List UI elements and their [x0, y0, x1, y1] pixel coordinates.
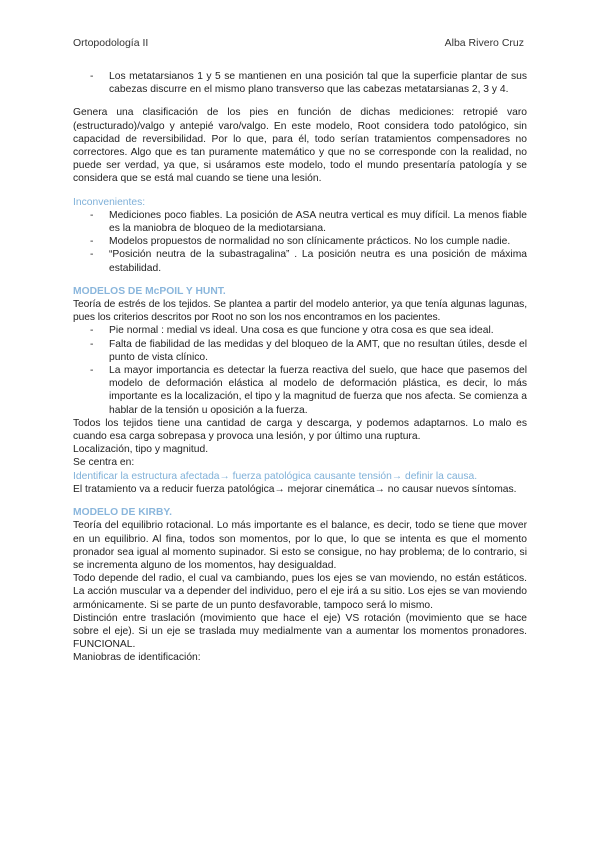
- paragraph-tratamiento: El tratamiento va a reducir fuerza patológica→ mejorar cinemática→ no causar nuevos síntomas.: [73, 483, 517, 495]
- list-item-text: Mediciones poco fiables. La posición de ASA neutra vertical es muy difícil. La menos fiable es la maniobra de bloqueo de la mediotarsiana.: [109, 209, 527, 235]
- header-course: Ortopodología II: [73, 37, 149, 49]
- list-item-text: Falta de fiabilidad de las medidas y del bloqueo de la AMT, que no resultan útiles, desde el punto de vista clínico.: [109, 338, 527, 363]
- section-heading-mcpoil: MODELOS DE McPOIL Y HUNT.: [73, 285, 226, 297]
- list-dash: -: [90, 71, 94, 82]
- paragraph-genera: Genera una clasificación de los pies en función de dichas mediciones: retropié varo (estructurado)/valgo y antepié varo/valgo. En este modelo, Root considera todo patológico, sin capacidad de reversibilidad. Por lo que, para él, todo serían tratamientos compensadores no correctores. Algo que es tan puramente matemático y que no se corresponde con la realidad, no puede ser verdad, ya que, si usáramos este modelo, todo el mundo presentaría patología y se considera que se está mal cuando se tiene una lesión.: [73, 107, 527, 185]
- list-item-text: Los metatarsianos 1 y 5 se mantienen en una posición tal que la superficie plantar de sus cabezas discurre en el mismo plano transverso que las cabezas metatarsianas 2, 3 y 4.: [109, 71, 527, 96]
- list-dash: -: [90, 236, 94, 248]
- paragraph-kirby-3: Distinción entre traslación (movimiento que hace el eje) VS rotación (movimiento que se hace sobre el eje). Si un eje se traslada muy medialmente van a aumentar los momentos pronadores. FUNCIONAL.: [73, 612, 527, 651]
- list-item: [73, 364, 527, 417]
- paragraph-localizacion: Localización, tipo y magnitud.: [73, 444, 209, 456]
- list-item: [73, 324, 527, 337]
- list-item: [73, 209, 527, 235]
- list-item: [73, 248, 527, 274]
- paragraph-kirby-2: Todo depende del radio, el cual va cambiando, pues los ejes se van moviendo, no están estáticos. La acción muscular va a depender del individuo, pero el eje irá a su sitio. Los ejes se van moviendo armónicamente. Si se parte de un punto desfavorable, tampoco será lo mismo.: [73, 573, 527, 611]
- header-author: Alba Rivero Cruz: [444, 37, 524, 49]
- list-item-text: La mayor importancia es detectar la fuerza reactiva del suelo, que hace que pasemos del modelo de deformación elástica al modelo de deformación plástica, es decir, lo más importante es la localización, el tipo y la magnitud de fuerza que nos afecta. Se comienza a hablar de la tensión u oposición a la fuerza.: [109, 365, 527, 416]
- paragraph-tejidos: Todos los tejidos tiene una cantidad de carga y descarga, y podemos adaptarnos. Lo malo es cuando esa carga sobrepasa y provoca una lesión, y por último una ruptura.: [73, 417, 527, 443]
- paragraph-mcpoil-intro: Teoría de estrés de los tejidos. Se plantea a partir del modelo anterior, ya que tenía algunas lagunas, pues los criterios descritos por Root no son los nos encontramos en los pacientes.: [73, 299, 527, 324]
- paragraph-kirby-4: Maniobras de identificación:: [73, 652, 201, 664]
- paragraph-identificar: Identificar la estructura afectada→ fuerza patológica causante tensión→ definir la causa.: [73, 470, 478, 482]
- section-heading-kirby: MODELO DE KIRBY.: [73, 507, 172, 519]
- list-dash: -: [90, 249, 94, 261]
- list-item-text: Modelos propuestos de normalidad no son clínicamente prácticos. No los cumple nadie.: [109, 236, 511, 248]
- list-item-text: “Posición neutra de la subastragalina” . La posición neutra es una posición de máxima estabilidad.: [109, 249, 527, 274]
- list-item-text: Pie normal : medial vs ideal. Una cosa es que funcione y otra cosa es que sea ideal.: [109, 325, 494, 337]
- paragraph-kirby-1: Teoría del equilibrio rotacional. Lo más importante es el balance, es decir, todo se tiene que mover en un equilibrio. Al fina, todos son momentos, por lo que, lo que se intenta es que el momento pronador sea igual al momento supinador. Si esto se consigue, no hay problema; de lo contrario, si se incrementa alguno de los momentos, hay desigualdad.: [73, 520, 527, 571]
- list-dash: -: [90, 325, 94, 337]
- inconvenientes-title: Inconvenientes:: [73, 196, 146, 208]
- list-item: [73, 235, 527, 248]
- document-body: [73, 70, 527, 665]
- paragraph-centra: Se centra en:: [73, 457, 135, 469]
- list-item: [73, 70, 527, 96]
- list-dash: -: [90, 338, 94, 350]
- list-dash: -: [90, 209, 94, 221]
- list-dash: -: [90, 365, 94, 377]
- list-item: [73, 338, 527, 364]
